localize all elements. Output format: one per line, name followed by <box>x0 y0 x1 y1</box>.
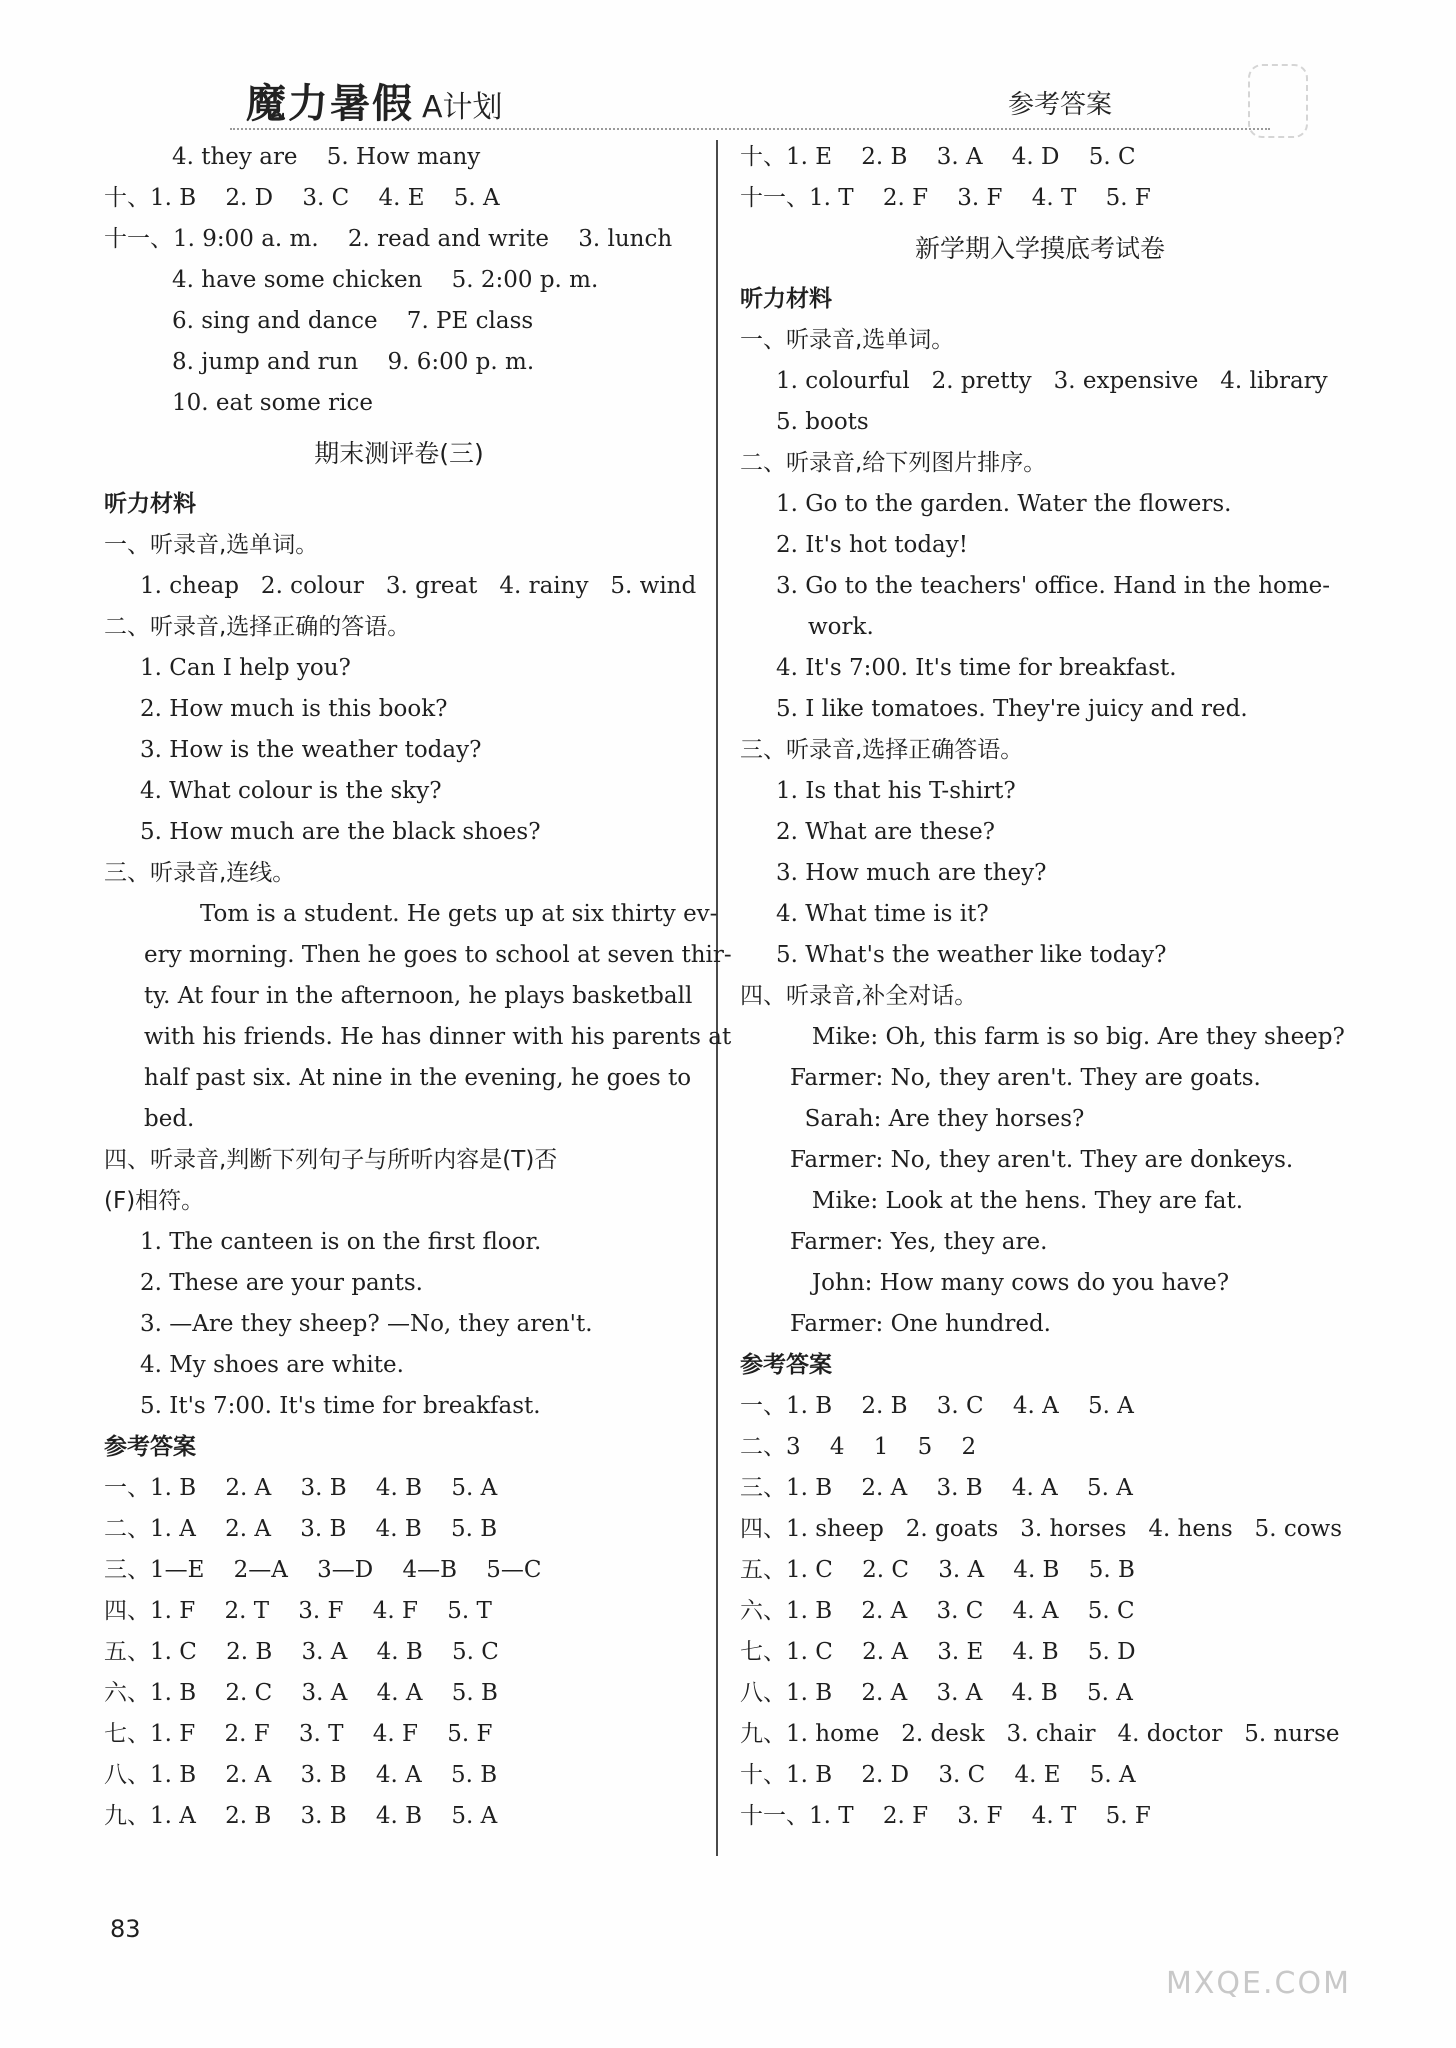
text-line: 4. What time is it? <box>776 901 989 927</box>
section-title: 期末测评卷(三) <box>314 439 484 468</box>
text-line: 2. What are these? <box>776 819 996 845</box>
text-line: 3. —Are they sheep? —No, they aren't. <box>140 1311 593 1337</box>
text-line: 五、1. C 2. B 3. A 4. B 5. C <box>104 1639 499 1665</box>
text-line: 二、1. A 2. A 3. B 4. B 5. B <box>104 1516 498 1542</box>
text-line: 三、1—E 2—A 3—D 4—B 5—C <box>104 1557 542 1583</box>
text-line: 6. sing and dance 7. PE class <box>172 308 534 334</box>
text-line: 3. Go to the teachers' office. Hand in the home- <box>776 573 1331 599</box>
text-line: 七、1. F 2. F 3. T 4. F 5. F <box>104 1721 493 1747</box>
text-line: 4. they are 5. How many <box>172 144 481 170</box>
text-line: 2. These are your pants. <box>140 1270 423 1296</box>
section-label: 参考答案 <box>104 1434 196 1460</box>
text-line: 3. How is the weather today? <box>140 737 482 763</box>
right-column <box>740 137 1345 1837</box>
text-line: 九、1. home 2. desk 3. chair 4. doctor 5. nurse <box>740 1721 1340 1747</box>
question-heading: 一、听录音,选单词。 <box>104 532 319 558</box>
text-line: 4. My shoes are white. <box>140 1352 404 1378</box>
question-heading: (F)相符。 <box>104 1188 205 1214</box>
text-line: 十、1. B 2. D 3. C 4. E 5. A <box>104 185 500 211</box>
text-line: 十一、1. T 2. F 3. F 4. T 5. F <box>740 185 1151 211</box>
question-heading: 四、听录音,补全对话。 <box>740 983 978 1009</box>
text-line: 六、1. B 2. C 3. A 4. A 5. B <box>104 1680 498 1706</box>
text-line: 四、1. F 2. T 3. F 4. F 5. T <box>104 1598 492 1624</box>
text-line: Farmer: Yes, they are. <box>790 1229 1048 1255</box>
text-line: John: How many cows do you have? <box>790 1270 1230 1296</box>
text-line: Mike: Look at the hens. They are fat. <box>790 1188 1244 1214</box>
text-line: 5. It's 7:00. It's time for breakfast. <box>140 1393 541 1419</box>
header-divider <box>230 128 1270 130</box>
question-heading: 一、听录音,选单词。 <box>740 327 955 353</box>
text-line: 十一、1. 9:00 a. m. 2. read and write 3. lunch <box>104 226 673 252</box>
text-line: Mike: Oh, this farm is so big. Are they sheep? <box>790 1024 1345 1050</box>
text-line: 5. How much are the black shoes? <box>140 819 541 845</box>
text-line: 4. It's 7:00. It's time for breakfast. <box>776 655 1177 681</box>
text-line: 5. What's the weather like today? <box>776 942 1167 968</box>
text-line: 2. How much is this book? <box>140 696 448 722</box>
text-line: 1. cheap 2. colour 3. great 4. rainy 5. wind <box>140 573 697 599</box>
text-line: 一、1. B 2. B 3. C 4. A 5. A <box>740 1393 1134 1419</box>
text-line: with his friends. He has dinner with his parents at <box>144 1024 732 1050</box>
brand-name: 魔力暑假 <box>246 81 414 127</box>
text-line: bed. <box>144 1106 195 1132</box>
text-line: work. <box>808 614 874 640</box>
section-title: 新学期入学摸底考试卷 <box>914 234 1165 263</box>
question-heading: 二、听录音,给下列图片排序。 <box>740 450 1047 476</box>
text-line: 4. What colour is the sky? <box>140 778 442 804</box>
text-line: ery morning. Then he goes to school at seven thir- <box>144 942 732 968</box>
question-heading: 四、听录音,判断下列句子与所听内容是(T)否 <box>104 1147 558 1173</box>
left-column <box>104 137 732 1837</box>
brand-logo <box>246 72 503 129</box>
question-heading: 三、听录音,选择正确答语。 <box>740 737 1024 763</box>
page-header <box>0 0 1456 140</box>
text-line: 1. colourful 2. pretty 3. expensive 4. library <box>776 368 1328 394</box>
text-line: 十一、1. T 2. F 3. F 4. T 5. F <box>740 1803 1151 1829</box>
corner-decoration-icon <box>1248 64 1308 138</box>
text-line: 二、3 4 1 5 2 <box>740 1434 977 1460</box>
column-divider <box>716 140 718 1856</box>
site-watermark: MXQE.COM <box>1166 1966 1351 2001</box>
text-line: 2. It's hot today! <box>776 532 968 558</box>
text-line: Farmer: No, they aren't. They are donkeys. <box>790 1147 1294 1173</box>
text-line: 10. eat some rice <box>172 390 373 416</box>
text-line: 五、1. C 2. C 3. A 4. B 5. B <box>740 1557 1135 1583</box>
text-line: 5. boots <box>776 409 869 435</box>
text-line: 六、1. B 2. A 3. C 4. A 5. C <box>740 1598 1135 1624</box>
text-line: 八、1. B 2. A 3. B 4. A 5. B <box>104 1762 498 1788</box>
section-label: 听力材料 <box>740 286 832 312</box>
text-line: 5. I like tomatoes. They're juicy and red. <box>776 696 1248 722</box>
question-heading: 二、听录音,选择正确的答语。 <box>104 614 411 640</box>
question-heading: 三、听录音,连线。 <box>104 860 296 886</box>
text-line: 九、1. A 2. B 3. B 4. B 5. A <box>104 1803 498 1829</box>
text-line: Farmer: One hundred. <box>790 1311 1051 1337</box>
text-line: 四、1. sheep 2. goats 3. horses 4. hens 5. cows <box>740 1516 1343 1542</box>
text-line: 1. Is that his T-shirt? <box>776 778 1016 804</box>
brand-suffix: A计划 <box>422 90 503 125</box>
text-line: Tom is a student. He gets up at six thirty ev- <box>200 901 718 927</box>
text-line: 三、1. B 2. A 3. B 4. A 5. A <box>740 1475 1133 1501</box>
text-line: Sarah: Are they horses? <box>790 1106 1085 1132</box>
text-line: 1. The canteen is on the first floor. <box>140 1229 542 1255</box>
section-label: 参考答案 <box>740 1352 832 1378</box>
text-line: ty. At four in the afternoon, he plays basketball <box>144 983 693 1009</box>
header-title: 参考答案 <box>1008 90 1113 120</box>
text-line: 七、1. C 2. A 3. E 4. B 5. D <box>740 1639 1136 1665</box>
text-line: 十、1. E 2. B 3. A 4. D 5. C <box>740 144 1136 170</box>
text-line: Farmer: No, they aren't. They are goats. <box>790 1065 1261 1091</box>
text-line: 1. Go to the garden. Water the flowers. <box>776 491 1232 517</box>
page-number: 83 <box>110 1915 141 1943</box>
section-label: 听力材料 <box>104 491 196 517</box>
text-line: 4. have some chicken 5. 2:00 p. m. <box>172 267 599 293</box>
text-line: 1. Can I help you? <box>140 655 351 681</box>
text-line: 一、1. B 2. A 3. B 4. B 5. A <box>104 1475 498 1501</box>
text-line: 3. How much are they? <box>776 860 1047 886</box>
text-line: 8. jump and run 9. 6:00 p. m. <box>172 349 535 375</box>
text-line: 八、1. B 2. A 3. A 4. B 5. A <box>740 1680 1133 1706</box>
text-line: 十、1. B 2. D 3. C 4. E 5. A <box>740 1762 1136 1788</box>
text-line: half past six. At nine in the evening, he goes to <box>144 1065 692 1091</box>
